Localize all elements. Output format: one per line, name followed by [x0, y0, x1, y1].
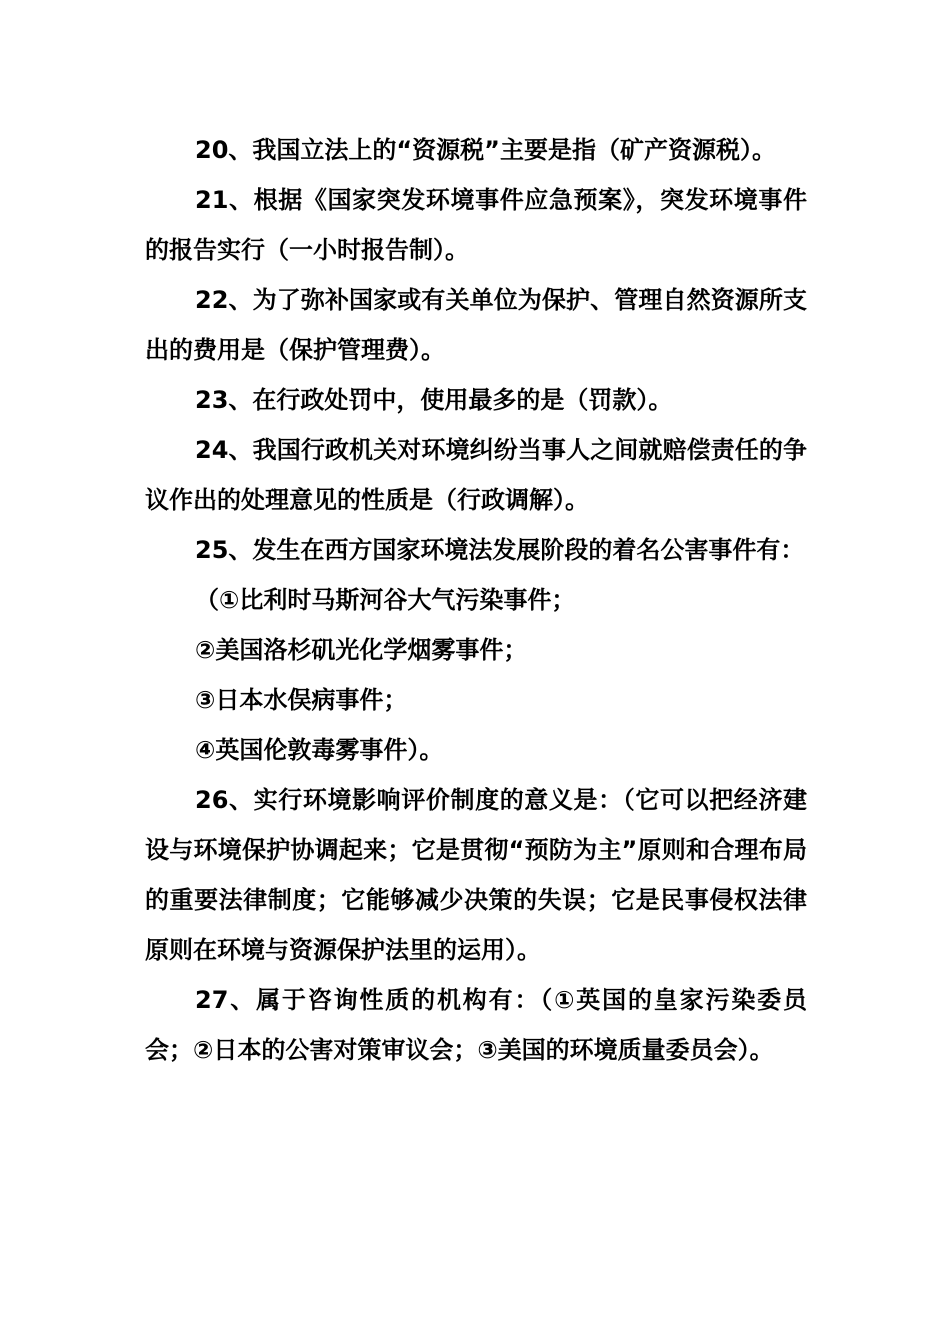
item-number: 22	[195, 286, 229, 314]
item-number: 23	[195, 386, 229, 414]
paragraph-23	[145, 375, 807, 425]
paragraph-22	[145, 275, 807, 375]
item-text: 、发生在西方国家环境法发展阶段的着名公害事件有：	[228, 536, 805, 564]
item-number: 24	[195, 436, 229, 464]
item-text: 、为了弥补国家或有关单位为保护、管理自然资源所支出的费用是（保护管理费）。	[145, 286, 807, 364]
paragraph-25	[145, 525, 807, 575]
document-page	[145, 125, 807, 1075]
list-item-incident-2	[145, 625, 807, 675]
paragraph-24	[145, 425, 807, 525]
item-number: 27	[195, 986, 229, 1014]
list-item-incident-3	[145, 675, 807, 725]
paragraph-27	[145, 975, 807, 1075]
item-text: 、我国立法上的“资源税”主要是指（矿产资源税）。	[228, 136, 776, 164]
paragraph-20	[145, 125, 807, 175]
item-text: 、实行环境影响评价制度的意义是：（它可以把经济建设与环境保护协调起来；它是贯彻“预防为主”原则和合理布局的重要法律制度；它能够减少决策的失误；它是民事侵权法律原则在环境与资源保护法里的运用）。	[145, 786, 807, 964]
item-number: 25	[195, 536, 229, 564]
item-text: 、根据《国家突发环境事件应急预案》，突发环境事件的报告实行（一小时报告制）。	[145, 186, 807, 264]
item-text: ②美国洛杉矶光化学烟雾事件；	[195, 636, 528, 664]
item-text: ④英国伦敦毒雾事件）。	[195, 736, 444, 764]
item-text: 、在行政处罚中，使用最多的是（罚款）。	[228, 386, 673, 414]
item-number: 21	[195, 186, 229, 214]
item-number: 20	[195, 136, 229, 164]
list-item-incident-1	[145, 575, 807, 625]
item-number: 26	[195, 786, 229, 814]
paragraph-21	[145, 175, 807, 275]
item-text: ③日本水俣病事件；	[195, 686, 408, 714]
list-item-incident-4	[145, 725, 807, 775]
paragraph-26	[145, 775, 807, 975]
item-text: 、属于咨询性质的机构有：（①英国的皇家污染委员会；②日本的公害对策审议会；③美国的环境质量委员会）。	[145, 986, 807, 1064]
item-text: （①比利时马斯河谷大气污染事件；	[195, 586, 576, 614]
item-text: 、我国行政机关对环境纠纷当事人之间就赔偿责任的争议作出的处理意见的性质是（行政调解）。	[145, 436, 807, 514]
